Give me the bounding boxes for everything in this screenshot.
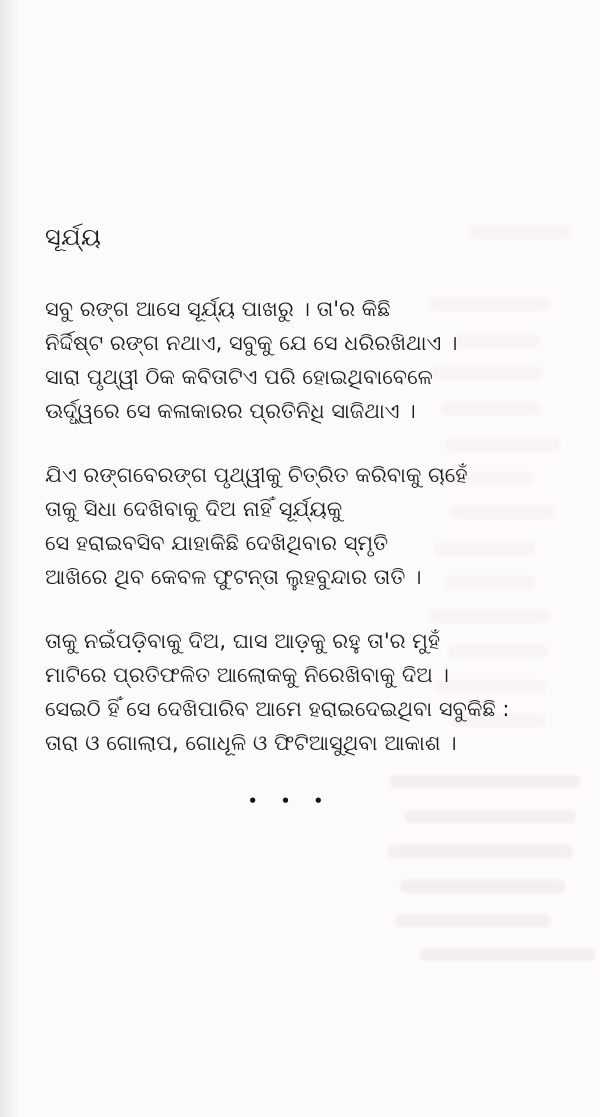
bleedthrough-smudge bbox=[420, 948, 595, 961]
poem-body bbox=[45, 292, 565, 790]
poem-line: ତାକୁ ନଇଁପଡ଼ିବାକୁ ଦିଅ, ଘାସ ଆଡ଼କୁ ରହୁ ତା'ର ମୁହଁ bbox=[45, 629, 441, 653]
bleedthrough-smudge bbox=[405, 810, 575, 823]
poem-title: ସୂର୍ଯ୍ୟ bbox=[45, 223, 102, 251]
poem-line: ସେଇଠି ହିଁ ସେ ଦେଖିପାରିବ ଆମେ ହରାଇଦେଇଥିବା ସବୁକିଛି : bbox=[45, 697, 510, 721]
stanza-1 bbox=[45, 292, 565, 428]
bleedthrough-smudge bbox=[400, 880, 565, 893]
bleedthrough-smudge bbox=[470, 226, 570, 239]
poem-line: ଯିଏ ରଙ୍ଗବେରଙ୍ଗ ପୃଥ୍ୱୀକୁ ଚିତ୍ରିତ କରିବାକୁ ଚାହେଁ bbox=[45, 463, 468, 487]
poem-line: ସାରା ପୃଥ୍ୱୀ ଠିକ କବିତାଟିଏ ପରି ହୋଇଥିବାବେଳେ bbox=[45, 365, 433, 389]
poem-line: ମାଟିରେ ପ୍ରତିଫଳିତ ଆଲୋକକୁ ନିରେଖିବାକୁ ଦିଅ । bbox=[45, 663, 450, 687]
page-gutter-shadow bbox=[0, 0, 20, 1117]
poem-line: ତାରା ଓ ଗୋଲାପ, ଗୋଧୂଳି ଓ ଫିଟିଆସୁଥିବା ଆକାଶ । bbox=[45, 731, 457, 755]
section-separator-dots: • • • bbox=[247, 792, 333, 810]
stanza-2 bbox=[45, 458, 565, 594]
poem-line: ସେ ହରାଇବସିବ ଯାହାକିଛି ଦେଖିଥିବାର ସ୍ମୃତି bbox=[45, 531, 389, 555]
poem-line: ଆଖିରେ ଥିବ କେବଳ ଫୁଟନ୍ତା ଲୁହବୁନ୍ଦାର ତାତି । bbox=[45, 565, 422, 589]
poem-line: ନିର୍ଦ୍ଦିଷ୍ଟ ରଙ୍ଗ ନଥାଏ, ସବୁକୁ ଯେ ସେ ଧରିରଖିଥାଏ । bbox=[45, 331, 458, 355]
stanza-3 bbox=[45, 624, 565, 760]
poem-line: ଊର୍ଦ୍ଧ୍ୱରେ ସେ କଳାକାରର ପ୍ରତିନିଧି ସାଜିଥାଏ । bbox=[45, 399, 416, 423]
bleedthrough-smudge bbox=[395, 914, 550, 927]
poem-line: ତାକୁ ସିଧା ଦେଖିବାକୁ ଦିଅ ନାହିଁ ସୂର୍ଯ୍ୟକୁ bbox=[45, 497, 343, 521]
poem-line: ସବୁ ରଙ୍ଗ ଆସେ ସୂର୍ଯ୍ୟ ପାଖରୁ । ତା'ର କିଛି bbox=[45, 297, 391, 321]
bleedthrough-smudge bbox=[388, 845, 573, 858]
